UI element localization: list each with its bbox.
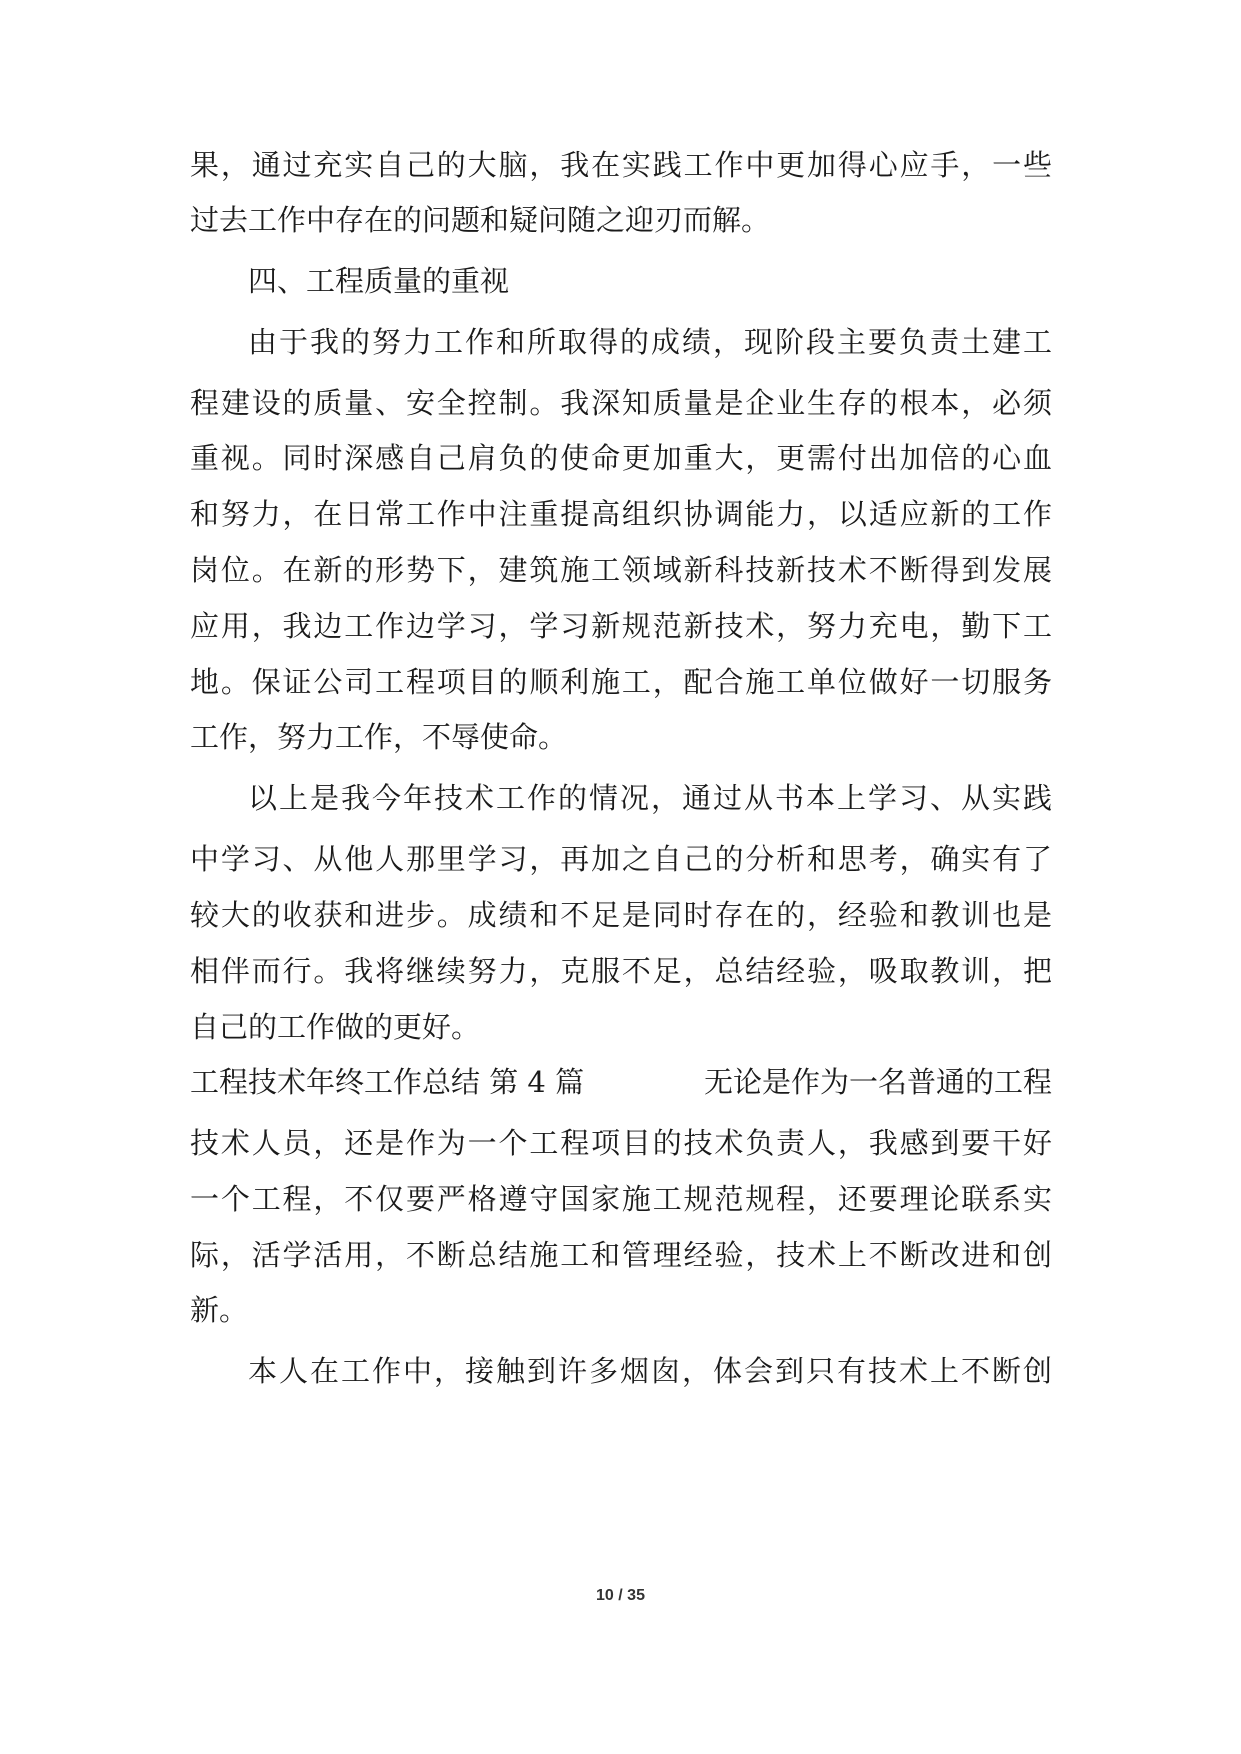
text-line: 一个工程，不仅要严格遵守国家施工规范规程，还要理论联系实: [190, 1182, 1052, 1216]
text-line: 果，通过充实自己的大脑，我在实践工作中更加得心应手，一些: [190, 148, 1052, 182]
text-line: 工作，努力工作，不辱使命。: [190, 720, 568, 754]
text-line: 以上是我今年技术工作的情况，通过从书本上学习、从实践: [248, 781, 1052, 815]
text-line: 本人在工作中，接触到许多烟囱，体会到只有技术上不断创: [248, 1354, 1052, 1388]
text-line: 相伴而行。我将继续努力，克服不足，总结经验，吸取教训，把: [190, 954, 1052, 988]
section-opening-text: 无论是作为一名普通的工程: [703, 1065, 1052, 1099]
text-line: 和努力，在日常工作中注重提高组织协调能力，以适应新的工作: [190, 497, 1052, 531]
text-line: 新。: [190, 1293, 249, 1327]
page-number: 10 / 35: [596, 1587, 645, 1604]
text-line: 应用，我边工作边学习，学习新规范新技术，努力充电，勤下工: [190, 609, 1052, 643]
text-line: 际，活学活用，不断总结施工和管理经验，技术上不断改进和创: [190, 1238, 1052, 1272]
text-line: 自己的工作做的更好。: [190, 1010, 481, 1044]
section-heading: [190, 1062, 1052, 1102]
text-line: 较大的收获和进步。成绩和不足是同时存在的，经验和教训也是: [190, 898, 1052, 932]
text-line: 地。保证公司工程项目的顺利施工，配合施工单位做好一切服务: [190, 665, 1052, 699]
section-subheading: 四、工程质量的重视: [248, 264, 510, 298]
text-line: 岗位。在新的形势下，建筑施工领域新科技新技术不断得到发展: [190, 553, 1052, 587]
text-line: 程建设的质量、安全控制。我深知质量是企业生存的根本，必须: [190, 386, 1052, 420]
text-line: 由于我的努力工作和所取得的成绩，现阶段主要负责土建工: [248, 325, 1052, 359]
text-line: 重视。同时深感自己肩负的使命更加重大，更需付出加倍的心血: [190, 441, 1052, 475]
text-line: 技术人员，还是作为一个工程项目的技术负责人，我感到要干好: [190, 1126, 1052, 1160]
section-title: 工程技术年终工作总结 第 4 篇: [190, 1065, 585, 1099]
text-line: 中学习、从他人那里学习，再加之自己的分析和思考，确实有了: [190, 842, 1052, 876]
text-line: 过去工作中存在的问题和疑问随之迎刃而解。: [190, 203, 771, 237]
